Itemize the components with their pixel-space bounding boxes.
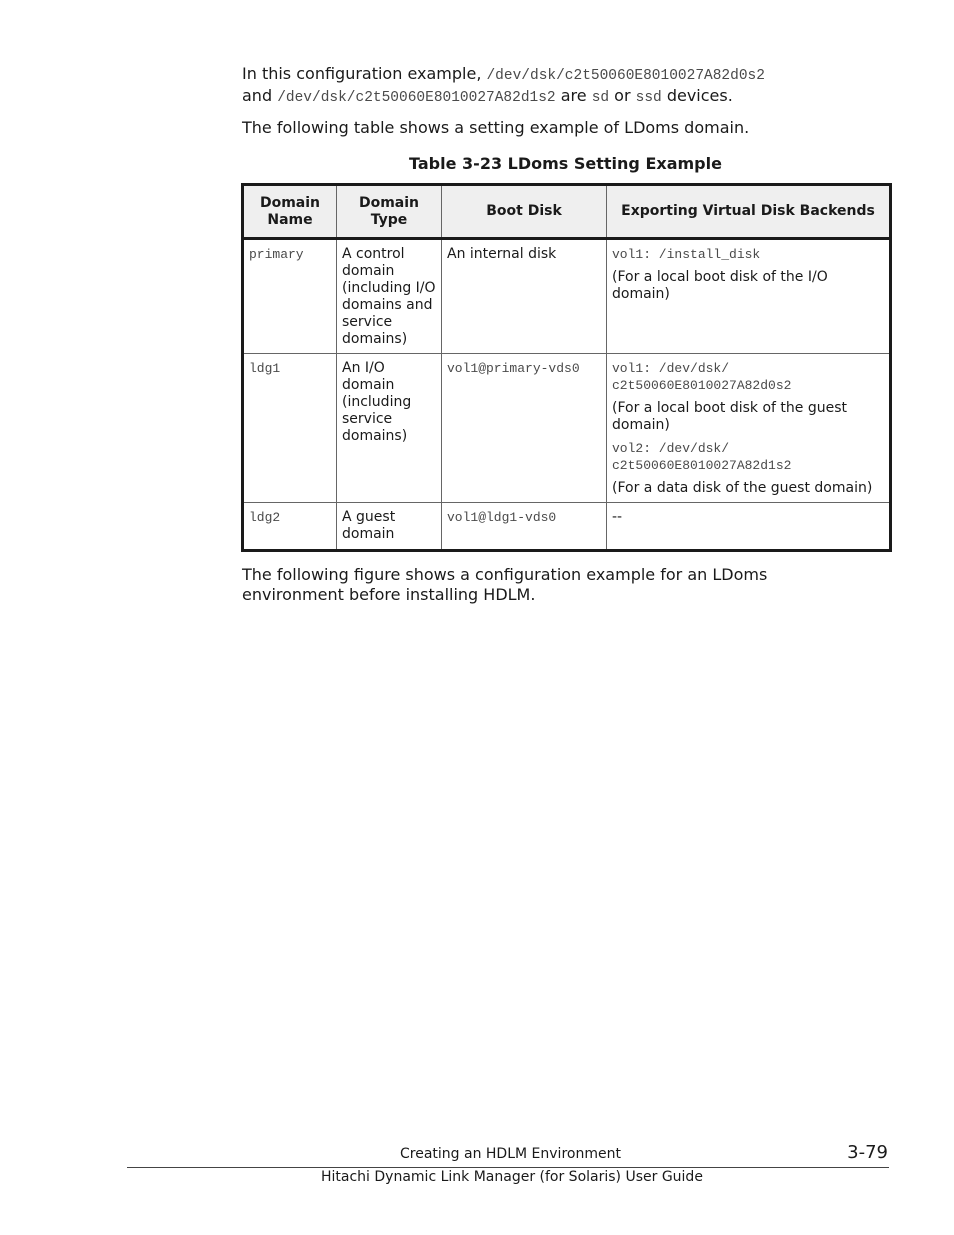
ldoms-setting-table: [241, 183, 892, 552]
figure-intro-paragraph: The following figure shows a configuration example for an LDoms environment before installing HDLM.: [242, 565, 768, 604]
cell-boot-disk: vol1@ldg1-vds0: [442, 503, 607, 551]
device-path-1: /dev/dsk/c2t50060E8010027A82d0s2: [486, 68, 765, 84]
footer-section-title: Creating an HDLM Environment: [400, 1146, 621, 1162]
cell-domain-type: An I/O domain (including service domains): [337, 354, 442, 503]
cell-domain-type: A control domain (including I/O domains and service domains): [337, 239, 442, 354]
intro-text: are: [555, 86, 592, 105]
ssd-code: ssd: [635, 90, 662, 106]
table-intro-paragraph: The following table shows a setting example of LDoms domain.: [242, 118, 750, 137]
table-row: [243, 503, 891, 551]
table-row: [243, 354, 891, 503]
cell-domain-name: primary: [243, 239, 337, 354]
cell-boot-disk: An internal disk: [442, 239, 607, 354]
header-exporting-backends: Exporting Virtual Disk Backends: [607, 185, 891, 239]
cell-exporting-backends: --: [607, 503, 891, 551]
cell-domain-name: ldg2: [243, 503, 337, 551]
header-boot-disk: Boot Disk: [442, 185, 607, 239]
cell-domain-name: ldg1: [243, 354, 337, 503]
intro-paragraph: [242, 64, 842, 108]
intro-text: and: [242, 86, 278, 105]
intro-text: or: [609, 86, 636, 105]
table-caption: Table 3-23 LDoms Setting Example: [409, 154, 722, 173]
header-domain-type: Domain Type: [337, 185, 442, 239]
sd-code: sd: [591, 90, 610, 106]
header-domain-name: Domain Name: [243, 185, 337, 239]
cell-domain-type: A guest domain: [337, 503, 442, 551]
device-path-2: /dev/dsk/c2t50060E8010027A82d1s2: [277, 90, 556, 106]
cell-boot-disk: vol1@primary-vds0: [442, 354, 607, 503]
intro-text: devices.: [661, 86, 733, 105]
footer-divider: [127, 1167, 889, 1168]
table-header-row: [243, 185, 891, 239]
ldoms-table-container: [241, 183, 892, 552]
table-row: [243, 239, 891, 354]
cell-exporting-backends: vol1: /install_disk (For a local boot disk of the I/O domain): [607, 239, 891, 354]
intro-text: In this configuration example,: [242, 64, 487, 83]
footer-page-number: 3-79: [847, 1142, 888, 1163]
footer-document-title: Hitachi Dynamic Link Manager (for Solaris) User Guide: [321, 1169, 703, 1185]
cell-exporting-backends: vol1: /dev/dsk/ c2t50060E8010027A82d0s2 (For a local boot disk of the guest domain) vol2: /dev/dsk/ c2t50060E8010027A82d1s2 (For a data disk of the guest domain): [607, 354, 891, 503]
